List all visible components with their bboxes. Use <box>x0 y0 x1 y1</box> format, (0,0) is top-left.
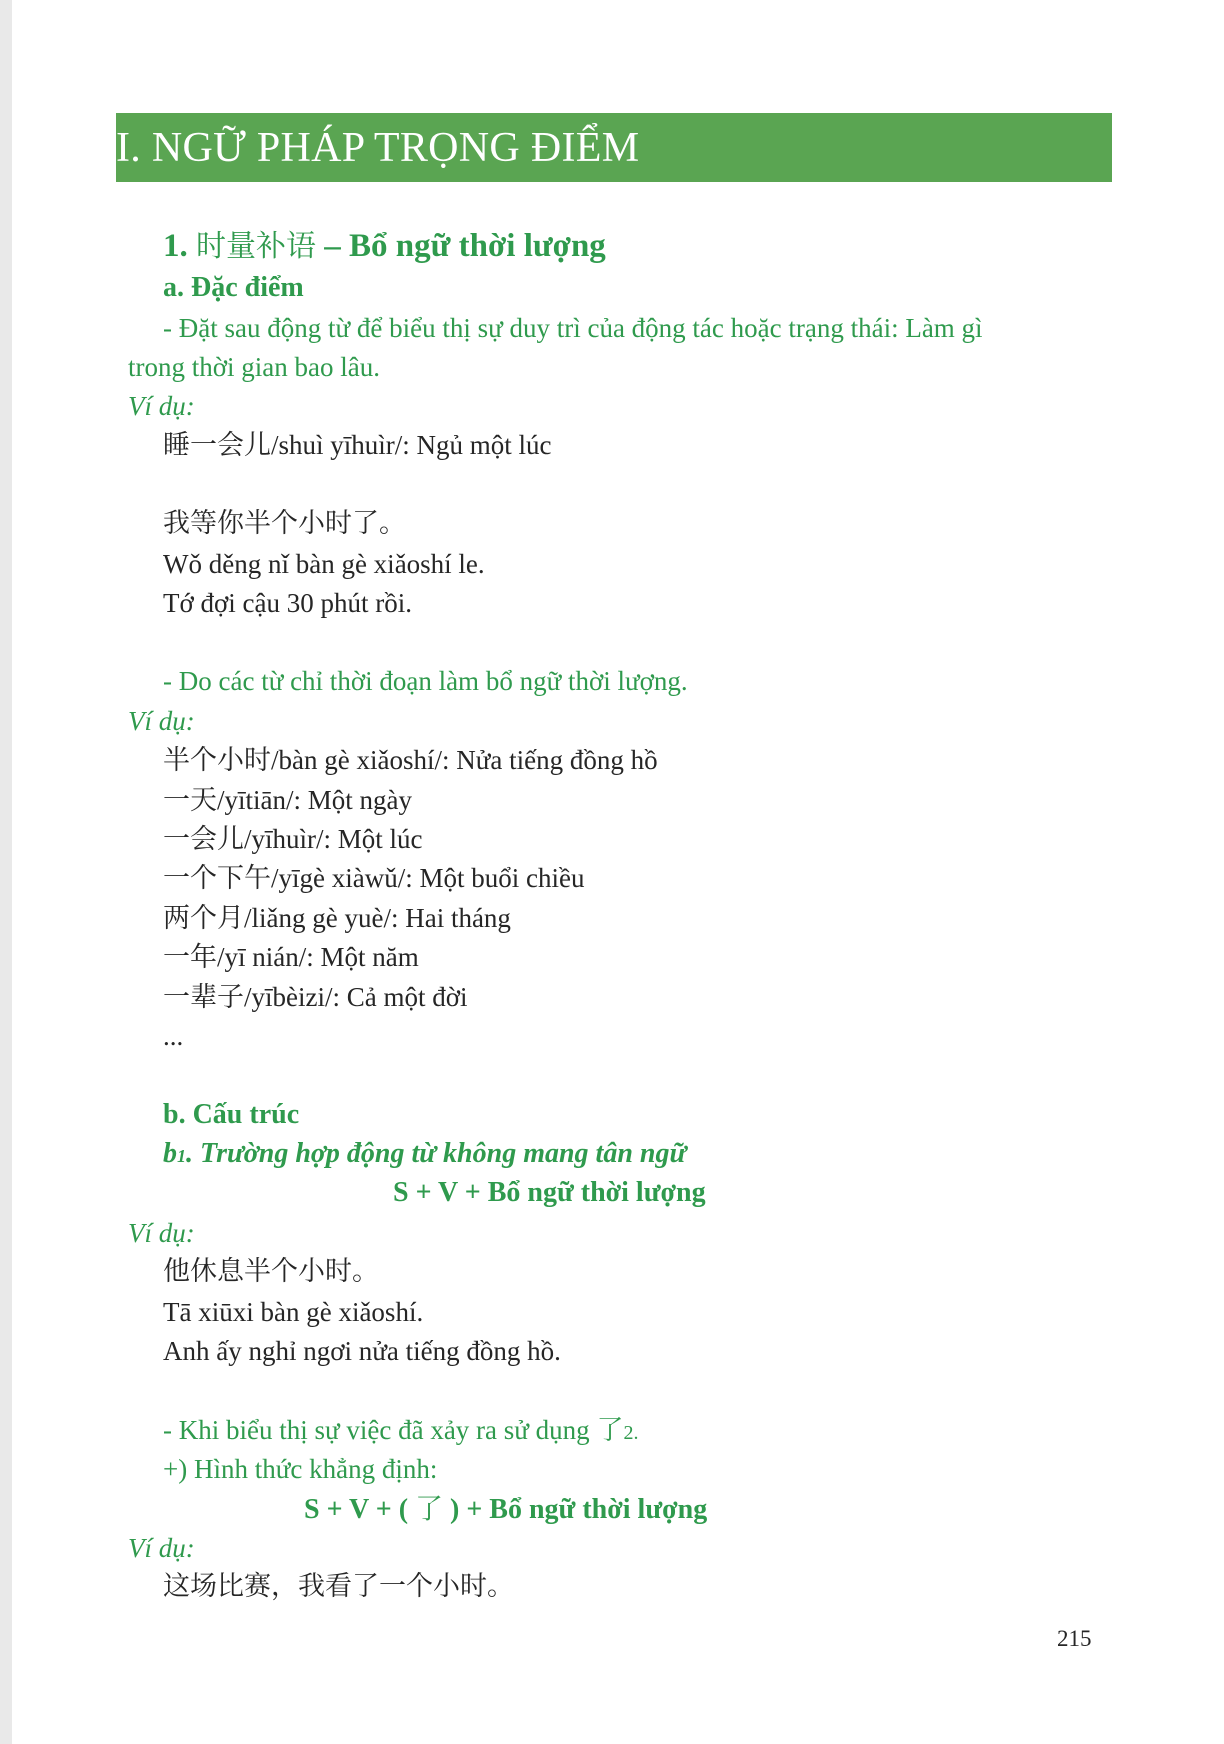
list-item-text: /yīgè xiàwǔ/: Một buổi chiều <box>271 863 585 893</box>
example-label: Ví dụ: <box>128 391 195 421</box>
list-item-text: /liǎng gè yuè/: Hai tháng <box>244 903 511 933</box>
example-sentence-translation: Tớ đợi cậu 30 phút rồi. <box>163 588 413 618</box>
list-item-chinese: 两个月 <box>163 903 244 934</box>
description-chinese: 了 <box>596 1415 624 1446</box>
description-line-1: - Đặt sau động từ để biểu thị sự duy trì của động tác hoặc trạng thái: Làm gì <box>163 313 983 343</box>
list-item-chinese: 一会儿 <box>163 824 244 855</box>
example-label: Ví dụ: <box>128 1533 195 1563</box>
list-ellipsis: ... <box>163 1021 184 1051</box>
affirmative-form-label: +) Hình thức khẳng định: <box>163 1454 438 1484</box>
subheading-a: a. Đặc điểm <box>163 272 304 303</box>
list-item-text: /yībèizi/: Cả một đời <box>244 982 468 1012</box>
description-2: - Do các từ chỉ thời đoạn làm bổ ngữ thời lượng. <box>163 666 688 696</box>
grammar-point-heading <box>163 226 606 267</box>
example-pinyin-meaning: /shuì yīhuìr/: Ngủ một lúc <box>271 430 552 460</box>
example-line <box>163 428 552 463</box>
list-item-chinese: 半个小时 <box>163 745 271 776</box>
list-item <box>163 783 412 818</box>
subheading-b1 <box>163 1137 686 1173</box>
list-item <box>163 822 423 857</box>
heading-chinese: 时量补语 <box>196 229 316 264</box>
example-sentence-chinese: 他休息半个小时。 <box>163 1256 379 1287</box>
description-line-2: trong thời gian bao lâu. <box>128 352 380 382</box>
description-le2 <box>163 1413 638 1450</box>
structure-formula: S + V + Bổ ngữ thời lượng <box>393 1177 706 1208</box>
list-item <box>163 901 511 936</box>
b1-letter: b <box>163 1138 177 1169</box>
example-sentence-pinyin: Tā xiūxi bàn gè xiǎoshí. <box>163 1297 424 1327</box>
b1-title: . Trường hợp động từ không mang tân ngữ <box>186 1138 687 1169</box>
list-item-chinese: 一辈子 <box>163 982 244 1013</box>
list-item-chinese: 一个下午 <box>163 863 271 894</box>
heading-number: 1. <box>163 228 188 264</box>
description-text: - Khi biểu thị sự việc đã xảy ra sử dụng <box>163 1415 597 1445</box>
description-number: 2. <box>623 1422 639 1444</box>
list-item <box>163 743 658 778</box>
example-sentence-chinese: 这场比赛，我看了一个小时。 <box>163 1571 514 1602</box>
example-label: Ví dụ: <box>128 1218 195 1248</box>
subheading-b: b. Cấu trúc <box>163 1099 300 1130</box>
list-item-text: /yīhuìr/: Một lúc <box>244 824 423 854</box>
page-number: 215 <box>1057 1626 1092 1651</box>
example-sentence-translation: Anh ấy nghỉ ngơi nửa tiếng đồng hồ. <box>163 1336 561 1366</box>
list-item-chinese: 一天 <box>163 785 217 816</box>
list-item-text: /bàn gè xiǎoshí/: Nửa tiếng đồng hồ <box>271 745 658 775</box>
heading-vietnamese: – Bổ ngữ thời lượng <box>316 228 606 264</box>
list-item <box>163 940 419 975</box>
formula-part-1: S + V + ( <box>304 1494 416 1525</box>
example-sentence-pinyin: Wǒ děng nǐ bàn gè xiǎoshí le. <box>163 549 485 579</box>
section-title: I. NGỮ PHÁP TRỌNG ĐIỂM <box>116 125 640 171</box>
list-item <box>163 980 468 1015</box>
list-item-text: /yītiān/: Một ngày <box>217 785 412 815</box>
formula-part-2: ) + Bổ ngữ thời lượng <box>443 1494 708 1525</box>
list-item <box>163 861 584 896</box>
formula-chinese: 了 <box>415 1492 444 1525</box>
example-sentence-chinese: 我等你半个小时了。 <box>163 508 406 539</box>
b1-subscript: 1 <box>177 1146 186 1166</box>
example-label: Ví dụ: <box>128 706 195 736</box>
structure-formula-2 <box>304 1492 707 1527</box>
list-item-text: /yī nián/: Một năm <box>217 942 419 972</box>
list-item-chinese: 一年 <box>163 942 217 973</box>
example-chinese: 睡一会儿 <box>163 430 271 461</box>
